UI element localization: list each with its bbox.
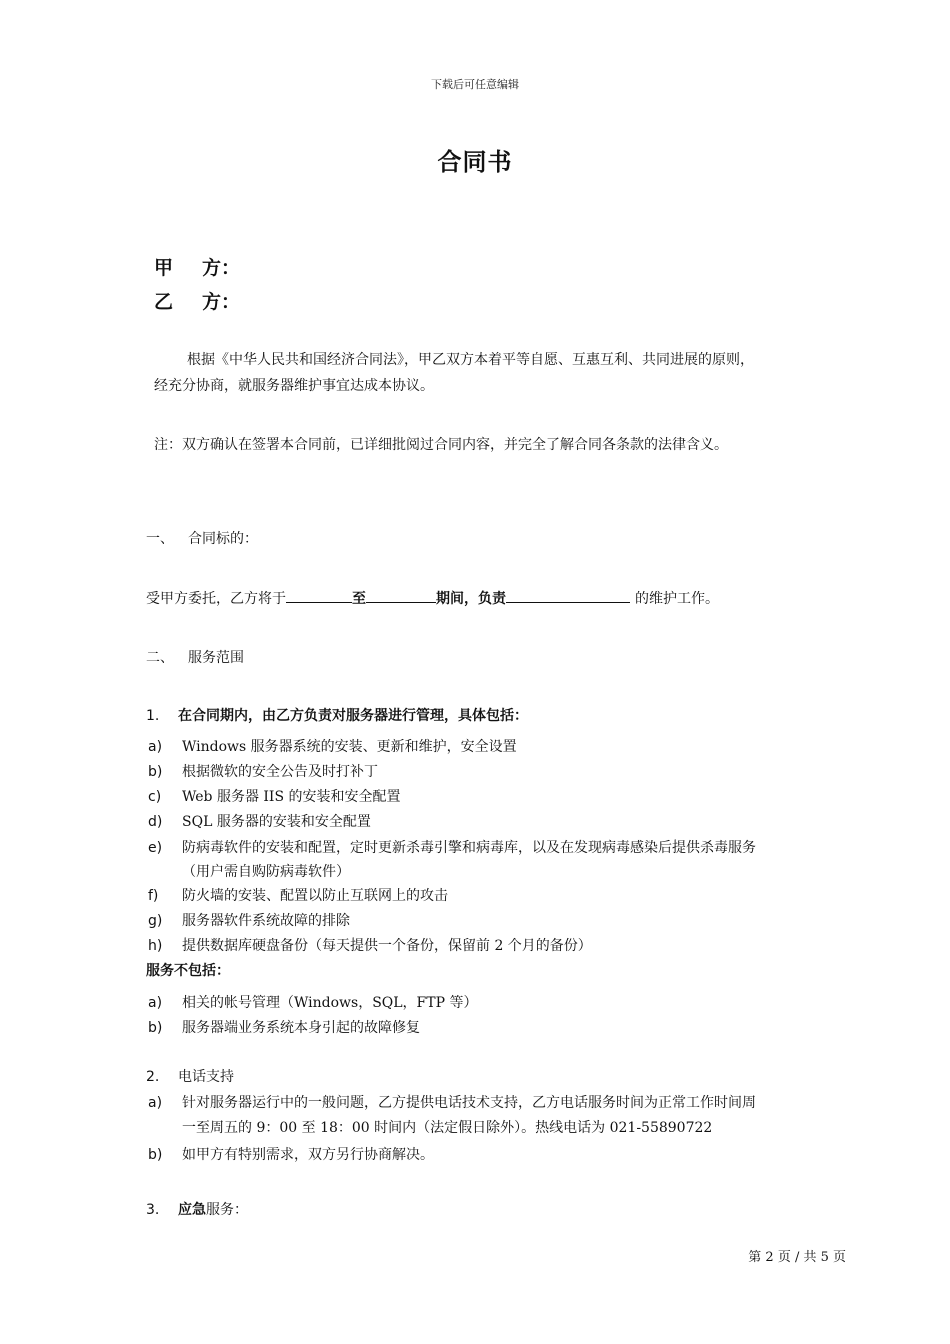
list-item [148, 910, 350, 930]
subject-part-3: 期间，负责 [436, 591, 506, 607]
list-text: 如甲方有特别需求，双方另行协商解决。 [182, 1147, 434, 1163]
list-marker: c) [148, 789, 162, 805]
party-b-colon: 方： [202, 291, 241, 313]
start-date-blank[interactable] [286, 588, 352, 603]
list-item-continuation: （用户需自购防病毒软件） [182, 864, 350, 880]
item-2-heading [146, 1066, 234, 1086]
list-item [148, 1144, 434, 1164]
item-2-heading-text: 电话支持 [178, 1069, 234, 1085]
list-item [148, 736, 517, 756]
section-2-heading [146, 647, 244, 667]
list-text: 服务器端业务系统本身引起的故障修复 [182, 1020, 420, 1036]
list-text: 服务器软件系统故障的排除 [182, 913, 350, 929]
list-text: Windows 服务器系统的安装、更新和维护，安全设置 [182, 739, 517, 755]
end-date-blank[interactable] [366, 588, 436, 603]
subject-part-2: 至 [352, 591, 366, 607]
list-marker: b) [148, 1020, 163, 1036]
section-1-title: 合同标的： [188, 531, 258, 547]
list-marker: d) [148, 814, 163, 830]
subject-part-1: 受甲方委托，乙方将于 [146, 591, 286, 607]
list-text: 防火墙的安装、配置以防止互联网上的攻击 [182, 888, 448, 904]
intro-line-1: 根据《中华人民共和国经济合同法》，甲乙双方本着平等自愿、互惠互利、共同进展的原则， [187, 352, 754, 368]
list-item [148, 761, 378, 781]
section-2-title: 服务范围 [188, 650, 244, 666]
list-item [148, 786, 401, 806]
section-1-heading [146, 528, 258, 548]
service-object-blank[interactable] [506, 588, 630, 603]
party-a-line [154, 253, 240, 280]
list-text: 针对服务器运行中的一般问题，乙方提供电话技术支持，乙方电话服务时间为正常工作时间周 [182, 1095, 756, 1111]
section-2-number: 二、 [146, 650, 174, 666]
header-note: 下载后可任意编辑 [431, 78, 519, 91]
list-marker: a) [148, 739, 163, 755]
exclusions-heading: 服务不包括： [146, 963, 230, 979]
list-marker: g) [148, 913, 163, 929]
list-text: 相关的帐号管理（Windows，SQL，FTP 等） [182, 995, 478, 1011]
list-text: 防病毒软件的安装和配置，定时更新杀毒引擎和病毒库，以及在发现病毒感染后提供杀毒服务 [182, 840, 756, 856]
item-3-heading-rest: 服务： [206, 1202, 248, 1218]
party-a-colon: 方： [202, 257, 241, 279]
list-item [148, 885, 448, 905]
subject-line [146, 588, 719, 608]
list-item [148, 1092, 756, 1112]
item-3-heading [146, 1199, 248, 1219]
intro-line-2: 经充分协商，就服务器维护事宜达成本协议。 [154, 378, 434, 394]
list-marker: a) [148, 995, 163, 1011]
list-item [148, 811, 371, 831]
section-1-number: 一、 [146, 531, 174, 547]
party-b-label: 乙 [154, 291, 174, 313]
list-marker: e) [148, 840, 163, 856]
list-item [148, 935, 592, 955]
list-item [148, 837, 756, 857]
list-marker: b) [148, 1147, 163, 1163]
list-item [148, 992, 477, 1012]
party-b-line [154, 287, 240, 314]
list-text: Web 服务器 IIS 的安装和安全配置 [182, 789, 401, 805]
item-1-number: 1. [146, 708, 160, 724]
subject-part-4: 的维护工作。 [635, 591, 719, 607]
list-marker: f) [148, 888, 159, 904]
list-text: 根据微软的安全公告及时打补丁 [182, 764, 378, 780]
note-line: 注：双方确认在签署本合同前，已详细批阅过合同内容，并完全了解合同各条款的法律含义。 [154, 437, 728, 453]
document-title: 合同书 [437, 148, 513, 176]
page-number: 第 2 页 / 共 5 页 [748, 1250, 846, 1265]
item-3-number: 3. [146, 1202, 160, 1218]
list-marker: a) [148, 1095, 163, 1111]
list-item [148, 1017, 420, 1037]
list-text: 提供数据库硬盘备份（每天提供一个备份，保留前 2 个月的备份） [182, 938, 592, 954]
list-text: SQL 服务器的安装和安全配置 [182, 814, 371, 830]
item-3-heading-bold: 应急 [178, 1202, 206, 1218]
item-2-number: 2. [146, 1069, 160, 1085]
item-1-heading [146, 705, 528, 725]
item-1-heading-text: 在合同期内，由乙方负责对服务器进行管理，具体包括： [178, 708, 528, 724]
list-marker: b) [148, 764, 163, 780]
party-a-label: 甲 [154, 257, 174, 279]
list-marker: h) [148, 938, 163, 954]
list-item-continuation: 一至周五的 9：00 至 18：00 时间内（法定假日除外）。热线电话为 021-55890722 [182, 1120, 713, 1136]
